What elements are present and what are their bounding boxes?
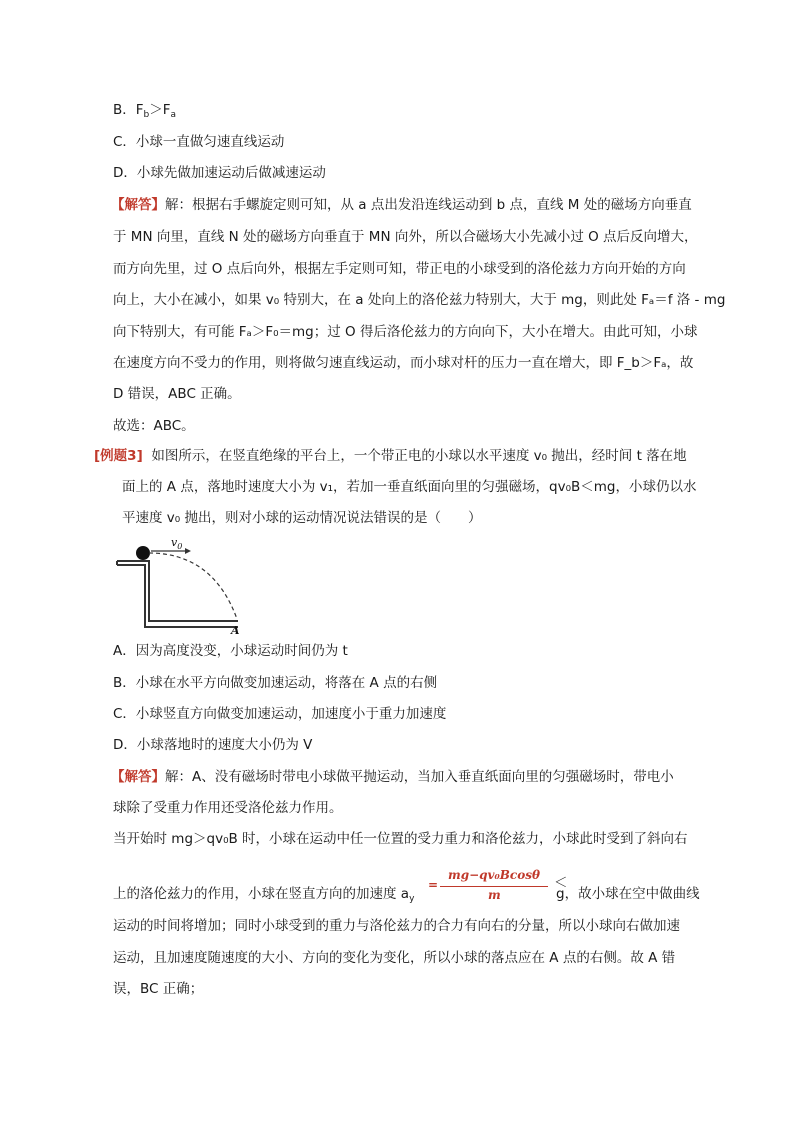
acceleration-fraction bbox=[428, 868, 550, 904]
example3-answer-line-7: 误，BC 正确； bbox=[113, 981, 204, 997]
example3-answer-line-4a bbox=[113, 884, 414, 909]
example3-answer-line-6: 运动，且加速度随速度的大小、方向的变化为变化，所以小球的落点应在 A 点的右侧。故 A 错 bbox=[113, 950, 676, 966]
example3-option-a: A．因为高度没变，小球运动时间仍为 t bbox=[113, 643, 348, 659]
prev-answer-line-5: 向下特别大，有可能 Fₐ＞F₀＝mg；过 O 得后洛伦兹力的方向向下，大小在增大。由此可知，小球 bbox=[113, 324, 698, 340]
point-a-label: A bbox=[231, 624, 240, 635]
example3-answer-line-4c: g，故小球在空中做曲线 bbox=[556, 886, 700, 902]
platform-inner-outline bbox=[117, 561, 238, 621]
prev-answer-line-6: 在速度方向不受力的作用，则将做匀速直线运动，而小球对杆的压力一直在增大，即 F_b＞Fₐ，故 bbox=[113, 355, 694, 371]
example3-option-c: C．小球竖直方向做变加速运动，加速度小于重力加速度 bbox=[113, 706, 447, 722]
prev-answer-line-2: 于 MN 向里，直线 N 处的磁场方向垂直于 MN 向外，所以合磁场大小先减小过 O 点后反向增大， bbox=[113, 229, 698, 245]
example3-answer-line-5: 运动的时间将增加；同时小球受到的重力与洛伦兹力的合力有向右的分量，所以小球向右做加速 bbox=[113, 918, 680, 934]
trajectory-dashed bbox=[149, 553, 237, 619]
prev-choose: 故选：ABC。 bbox=[113, 418, 195, 434]
example3-answer-tag: 【解答】 bbox=[111, 769, 165, 785]
example3-stem-2: 面上的 A 点，落地时速度大小为 v₁，若加一垂直纸面向里的匀强磁场，qv₀B＜mg，小球仍以水 bbox=[122, 479, 697, 495]
example3-answer-4a-text: 上的洛伦兹力的作用，小球在竖直方向的加速度 a bbox=[113, 886, 410, 902]
fraction-denominator: m bbox=[488, 888, 501, 902]
ball bbox=[136, 546, 150, 560]
prev-option-b-mid: ＞F bbox=[149, 102, 171, 118]
example3-stem-1: 如图所示，在竖直绝缘的平台上，一个带正电的小球以水平速度 v₀ 抛出，经时间 t 落在地 bbox=[151, 448, 687, 464]
prev-option-b-sub1: b bbox=[143, 110, 150, 120]
prev-option-b-sub2: a bbox=[170, 110, 177, 120]
fraction-equals: = bbox=[428, 878, 439, 892]
platform-outline bbox=[117, 565, 238, 627]
example3-less-than: ＜ bbox=[554, 875, 568, 891]
example3-stem-3: 平速度 v₀ 抛出，则对小球的运动情况说法错误的是（ ） bbox=[122, 510, 482, 526]
fraction-bar bbox=[440, 886, 548, 887]
v0-label: $v_0$ bbox=[171, 536, 183, 551]
example3-answer-text-1: 解：A、没有磁场时带电小球做平抛运动，当加入垂直纸面向里的匀强磁场时，带电小 bbox=[165, 769, 674, 785]
fraction-numerator: mg−qv₀Bcosθ bbox=[448, 868, 540, 882]
prev-option-b-text: B．F bbox=[113, 102, 144, 118]
example3-line-1 bbox=[94, 446, 687, 466]
prev-option-b bbox=[113, 100, 176, 125]
projectile-diagram bbox=[113, 535, 248, 635]
prev-answer-line-7: D 错误，ABC 正确。 bbox=[113, 386, 241, 402]
prev-answer-line-4: 向上，大小在减小，如果 v₀ 特别大，在 a 处向上的洛伦兹力特别大，大于 mg，则此处 Fₐ＝f 洛 - mg bbox=[113, 292, 726, 308]
example3-option-b: B．小球在水平方向做变加速运动，将落在 A 点的右侧 bbox=[113, 675, 438, 691]
example3-answer-line-3: 当开始时 mg＞qv₀B 时，小球在运动中任一位置的受力重力和洛伦兹力，小球此时受到了斜向右 bbox=[113, 831, 688, 847]
example3-tag: [例题3] bbox=[94, 448, 143, 464]
projectile-figure bbox=[113, 535, 248, 635]
example3-option-d: D．小球落地时的速度大小仍为 V bbox=[113, 737, 313, 753]
prev-answer-tag: 【解答】 bbox=[111, 197, 165, 213]
prev-option-d: D．小球先做加速运动后做减速运动 bbox=[113, 165, 326, 181]
velocity-arrow-head bbox=[185, 548, 191, 554]
prev-answer-text-1: 解：根据右手螺旋定则可知，从 a 点出发沿连线运动到 b 点，直线 M 处的磁场方向垂直 bbox=[165, 197, 692, 213]
prev-option-c: C．小球一直做匀速直线运动 bbox=[113, 134, 285, 150]
prev-answer-line-3: 而方向先里，过 O 点后向外，根据左手定则可知，带正电的小球受到的洛伦兹力方向开始的方向 bbox=[113, 261, 686, 277]
prev-answer-line-1 bbox=[111, 195, 692, 215]
example3-answer-line-2: 球除了受重力作用还受洛伦兹力作用。 bbox=[113, 800, 343, 816]
example3-answer-4a-sub: y bbox=[409, 894, 415, 904]
example3-answer-line-1 bbox=[111, 767, 674, 787]
